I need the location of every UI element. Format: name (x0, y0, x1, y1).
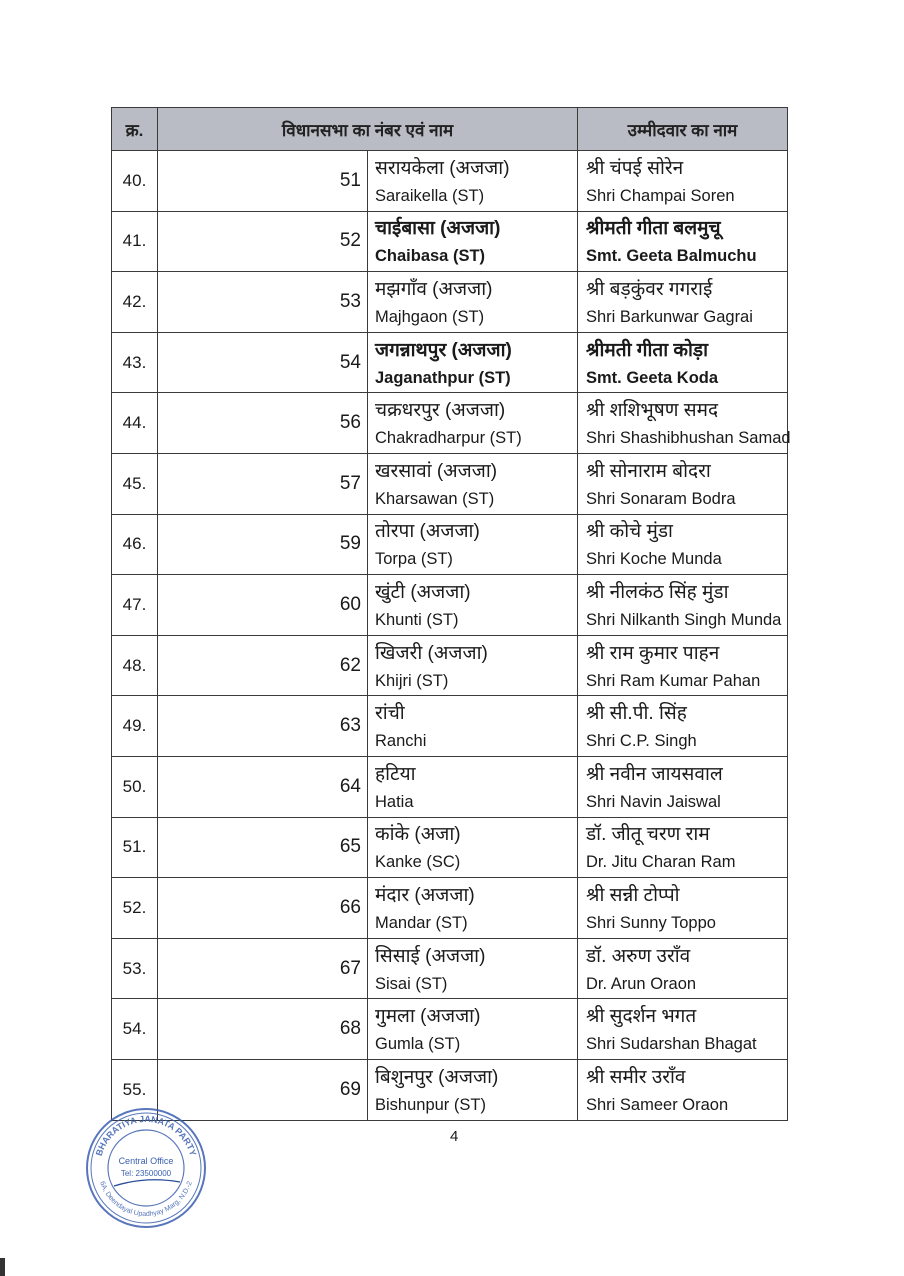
constituency-name-english: Gumla (ST) (375, 1035, 461, 1054)
stamp-line2: Tel: 23500000 (120, 1169, 172, 1178)
constituency-number: 67 (158, 938, 368, 999)
constituency-name-cell (368, 878, 578, 939)
constituency-number: 66 (158, 878, 368, 939)
constituency-name-cell (368, 393, 578, 454)
candidate-name-cell (578, 756, 788, 817)
candidate-name-cell (578, 696, 788, 757)
stamp-signature (114, 1180, 180, 1186)
constituency-name-hindi: खरसावां (अजजा) (375, 460, 498, 482)
constituency-name-cell (368, 635, 578, 696)
constituency-number: 68 (158, 999, 368, 1060)
serial-number: 51. (112, 817, 158, 878)
serial-number: 48. (112, 635, 158, 696)
party-stamp (84, 1106, 208, 1230)
constituency-number: 62 (158, 635, 368, 696)
constituency-name-english: Torpa (ST) (375, 550, 453, 569)
candidate-name-cell (578, 575, 788, 636)
constituency-name-english: Saraikella (ST) (375, 186, 485, 205)
constituency-name-english: Mandar (ST) (375, 913, 468, 932)
candidate-name-hindi: श्रीमती गीता कोड़ा (586, 339, 709, 361)
constituency-name-hindi: हटिया (375, 763, 416, 785)
serial-number: 47. (112, 575, 158, 636)
constituency-name-cell (368, 514, 578, 575)
constituency-number: 63 (158, 696, 368, 757)
candidate-name-hindi: श्री बड़कुंवर गगराई (586, 278, 713, 300)
header-candidate: उम्मीदवार का नाम (578, 108, 788, 151)
constituency-name-hindi: रांची (375, 703, 405, 725)
serial-number: 46. (112, 514, 158, 575)
svg-text:BHARATIYA JANATA PARTY (94, 1114, 198, 1157)
constituency-number: 59 (158, 514, 368, 575)
table-row (112, 878, 788, 939)
candidate-name-hindi: श्री नीलकंठ सिंह मुंडा (586, 581, 729, 603)
serial-number: 53. (112, 938, 158, 999)
constituency-name-cell (368, 817, 578, 878)
header-serial: क्र. (112, 108, 158, 151)
candidate-name-cell (578, 211, 788, 272)
serial-number: 41. (112, 211, 158, 272)
constituency-name-hindi: बिशुनपुर (अजजा) (375, 1066, 499, 1088)
constituency-name-cell (368, 1059, 578, 1120)
candidate-name-hindi: श्री चंपई सोरेन (586, 157, 684, 179)
constituency-number: 64 (158, 756, 368, 817)
constituency-name-english: Chakradharpur (ST) (375, 429, 522, 448)
candidate-name-hindi: श्री शशिभूषण समद (586, 400, 719, 422)
constituency-name-hindi: मझगाँव (अजजा) (375, 278, 493, 300)
candidate-name-cell (578, 332, 788, 393)
candidate-name-english: Dr. Jitu Charan Ram (586, 853, 736, 872)
constituency-name-english: Chaibasa (ST) (375, 247, 486, 266)
candidate-name-hindi: श्री राम कुमार पाहन (586, 642, 720, 664)
constituency-name-cell (368, 272, 578, 333)
candidate-name-hindi: श्री नवीन जायसवाल (586, 763, 723, 785)
candidate-name-cell (578, 1059, 788, 1120)
constituency-number: 57 (158, 453, 368, 514)
constituency-name-cell (368, 756, 578, 817)
candidate-name-english: Shri Koche Munda (586, 550, 722, 569)
candidate-table (111, 107, 791, 1121)
candidate-name-english: Shri Ram Kumar Pahan (586, 671, 761, 690)
constituency-number: 69 (158, 1059, 368, 1120)
candidate-name-cell (578, 635, 788, 696)
constituency-name-hindi: कांके (अजा) (375, 824, 461, 846)
candidate-name-english: Shri Sunny Toppo (586, 913, 716, 932)
table-header-row (112, 108, 788, 151)
candidate-name-english: Smt. Geeta Balmuchu (586, 247, 757, 266)
serial-number: 42. (112, 272, 158, 333)
constituency-name-hindi: गुमला (अजजा) (375, 1006, 481, 1028)
candidate-name-hindi: श्री कोचे मुंडा (586, 521, 673, 543)
candidate-name-english: Shri Barkunwar Gagrai (586, 307, 753, 326)
constituency-name-english: Jaganathpur (ST) (375, 368, 511, 387)
constituency-name-hindi: खुंटी (अजजा) (375, 581, 471, 603)
candidate-name-cell (578, 817, 788, 878)
table-row (112, 272, 788, 333)
stamp-ring-top: BHARATIYA JANATA PARTY (93, 1113, 199, 1158)
constituency-name-cell (368, 211, 578, 272)
table-row (112, 1059, 788, 1120)
table-row (112, 393, 788, 454)
candidate-name-english: Shri C.P. Singh (586, 732, 697, 751)
candidate-name-hindi: श्री सन्नी टोप्पो (586, 884, 680, 906)
candidate-name-cell (578, 938, 788, 999)
table-row (112, 151, 788, 212)
constituency-name-cell (368, 938, 578, 999)
candidate-name-cell (578, 514, 788, 575)
constituency-name-english: Hatia (375, 792, 414, 811)
scan-edge-mark (0, 1258, 5, 1276)
constituency-name-cell (368, 575, 578, 636)
constituency-name-english: Khunti (ST) (375, 610, 459, 629)
candidate-name-hindi: श्रीमती गीता बलमुचू (586, 218, 721, 240)
candidate-name-english: Shri Navin Jaiswal (586, 792, 721, 811)
constituency-name-english: Ranchi (375, 732, 427, 751)
candidate-name-cell (578, 999, 788, 1060)
constituency-number: 65 (158, 817, 368, 878)
constituency-name-english: Majhgaon (ST) (375, 307, 485, 326)
constituency-number: 60 (158, 575, 368, 636)
candidate-name-hindi: डॉ. अरुण उराँव (586, 945, 691, 967)
stamp-ring-bottom: 6A, Deendayal Upadhyay Marg, N.D.-2 (98, 1180, 194, 1219)
constituency-name-hindi: तोरपा (अजजा) (375, 521, 480, 543)
constituency-name-hindi: जगन्नाथपुर (अजजा) (375, 339, 512, 361)
serial-number: 52. (112, 878, 158, 939)
candidate-name-hindi: श्री सोनाराम बोदरा (586, 460, 711, 482)
constituency-name-english: Sisai (ST) (375, 974, 448, 993)
stamp-line1: Central Office (118, 1156, 174, 1166)
candidate-name-cell (578, 151, 788, 212)
constituency-name-cell (368, 151, 578, 212)
candidate-name-hindi: डॉ. जीतू चरण राम (586, 824, 710, 846)
table-row (112, 938, 788, 999)
constituency-number: 51 (158, 151, 368, 212)
table-row (112, 211, 788, 272)
constituency-name-english: Bishunpur (ST) (375, 1095, 486, 1114)
table-row (112, 756, 788, 817)
candidate-name-english: Shri Sudarshan Bhagat (586, 1035, 757, 1054)
constituency-number: 53 (158, 272, 368, 333)
candidate-name-english: Shri Sonaram Bodra (586, 489, 736, 508)
candidate-name-english: Shri Shashibhushan Samad (586, 429, 791, 448)
serial-number: 40. (112, 151, 158, 212)
table-row (112, 514, 788, 575)
candidate-name-english: Smt. Geeta Koda (586, 368, 719, 387)
serial-number: 55. (112, 1059, 158, 1120)
constituency-name-hindi: सरायकेला (अजजा) (375, 157, 510, 179)
candidate-name-cell (578, 393, 791, 454)
table-row (112, 635, 788, 696)
constituency-number: 52 (158, 211, 368, 272)
table-body (112, 151, 791, 1121)
table-row (112, 575, 788, 636)
candidate-name-cell (578, 453, 788, 514)
constituency-name-cell (368, 453, 578, 514)
candidate-name-english: Shri Sameer Oraon (586, 1095, 729, 1114)
constituency-name-hindi: सिसाई (अजजा) (375, 945, 486, 967)
constituency-name-hindi: चक्रधरपुर (अजजा) (375, 400, 506, 422)
constituency-name-cell (368, 332, 578, 393)
header-constituency: विधानसभा का नंबर एवं नाम (158, 108, 578, 151)
candidate-name-english: Dr. Arun Oraon (586, 974, 697, 993)
serial-number: 50. (112, 756, 158, 817)
constituency-name-hindi: खिजरी (अजजा) (375, 642, 488, 664)
candidate-name-english: Shri Champai Soren (586, 186, 735, 205)
serial-number: 43. (112, 332, 158, 393)
constituency-name-english: Khijri (ST) (375, 671, 449, 690)
constituency-name-english: Kanke (SC) (375, 853, 461, 872)
candidate-name-hindi: श्री सुदर्शन भगत (586, 1006, 697, 1028)
serial-number: 44. (112, 393, 158, 454)
constituency-name-english: Kharsawan (ST) (375, 489, 495, 508)
table-row (112, 817, 788, 878)
constituency-name-cell (368, 999, 578, 1060)
constituency-name-cell (368, 696, 578, 757)
serial-number: 54. (112, 999, 158, 1060)
candidate-name-hindi: श्री समीर उराँव (586, 1066, 686, 1088)
constituency-number: 56 (158, 393, 368, 454)
serial-number: 49. (112, 696, 158, 757)
candidate-name-cell (578, 878, 788, 939)
constituency-name-hindi: चाईबासा (अजजा) (375, 218, 501, 240)
candidate-name-english: Shri Nilkanth Singh Munda (586, 610, 782, 629)
table-row (112, 453, 788, 514)
table-row (112, 332, 788, 393)
candidate-name-hindi: श्री सी.पी. सिंह (586, 703, 687, 725)
serial-number: 45. (112, 453, 158, 514)
candidate-name-cell (578, 272, 788, 333)
page-number: 4 (450, 1128, 459, 1145)
table-row (112, 999, 788, 1060)
constituency-name-hindi: मंदार (अजजा) (375, 884, 475, 906)
constituency-number: 54 (158, 332, 368, 393)
table-row (112, 696, 788, 757)
